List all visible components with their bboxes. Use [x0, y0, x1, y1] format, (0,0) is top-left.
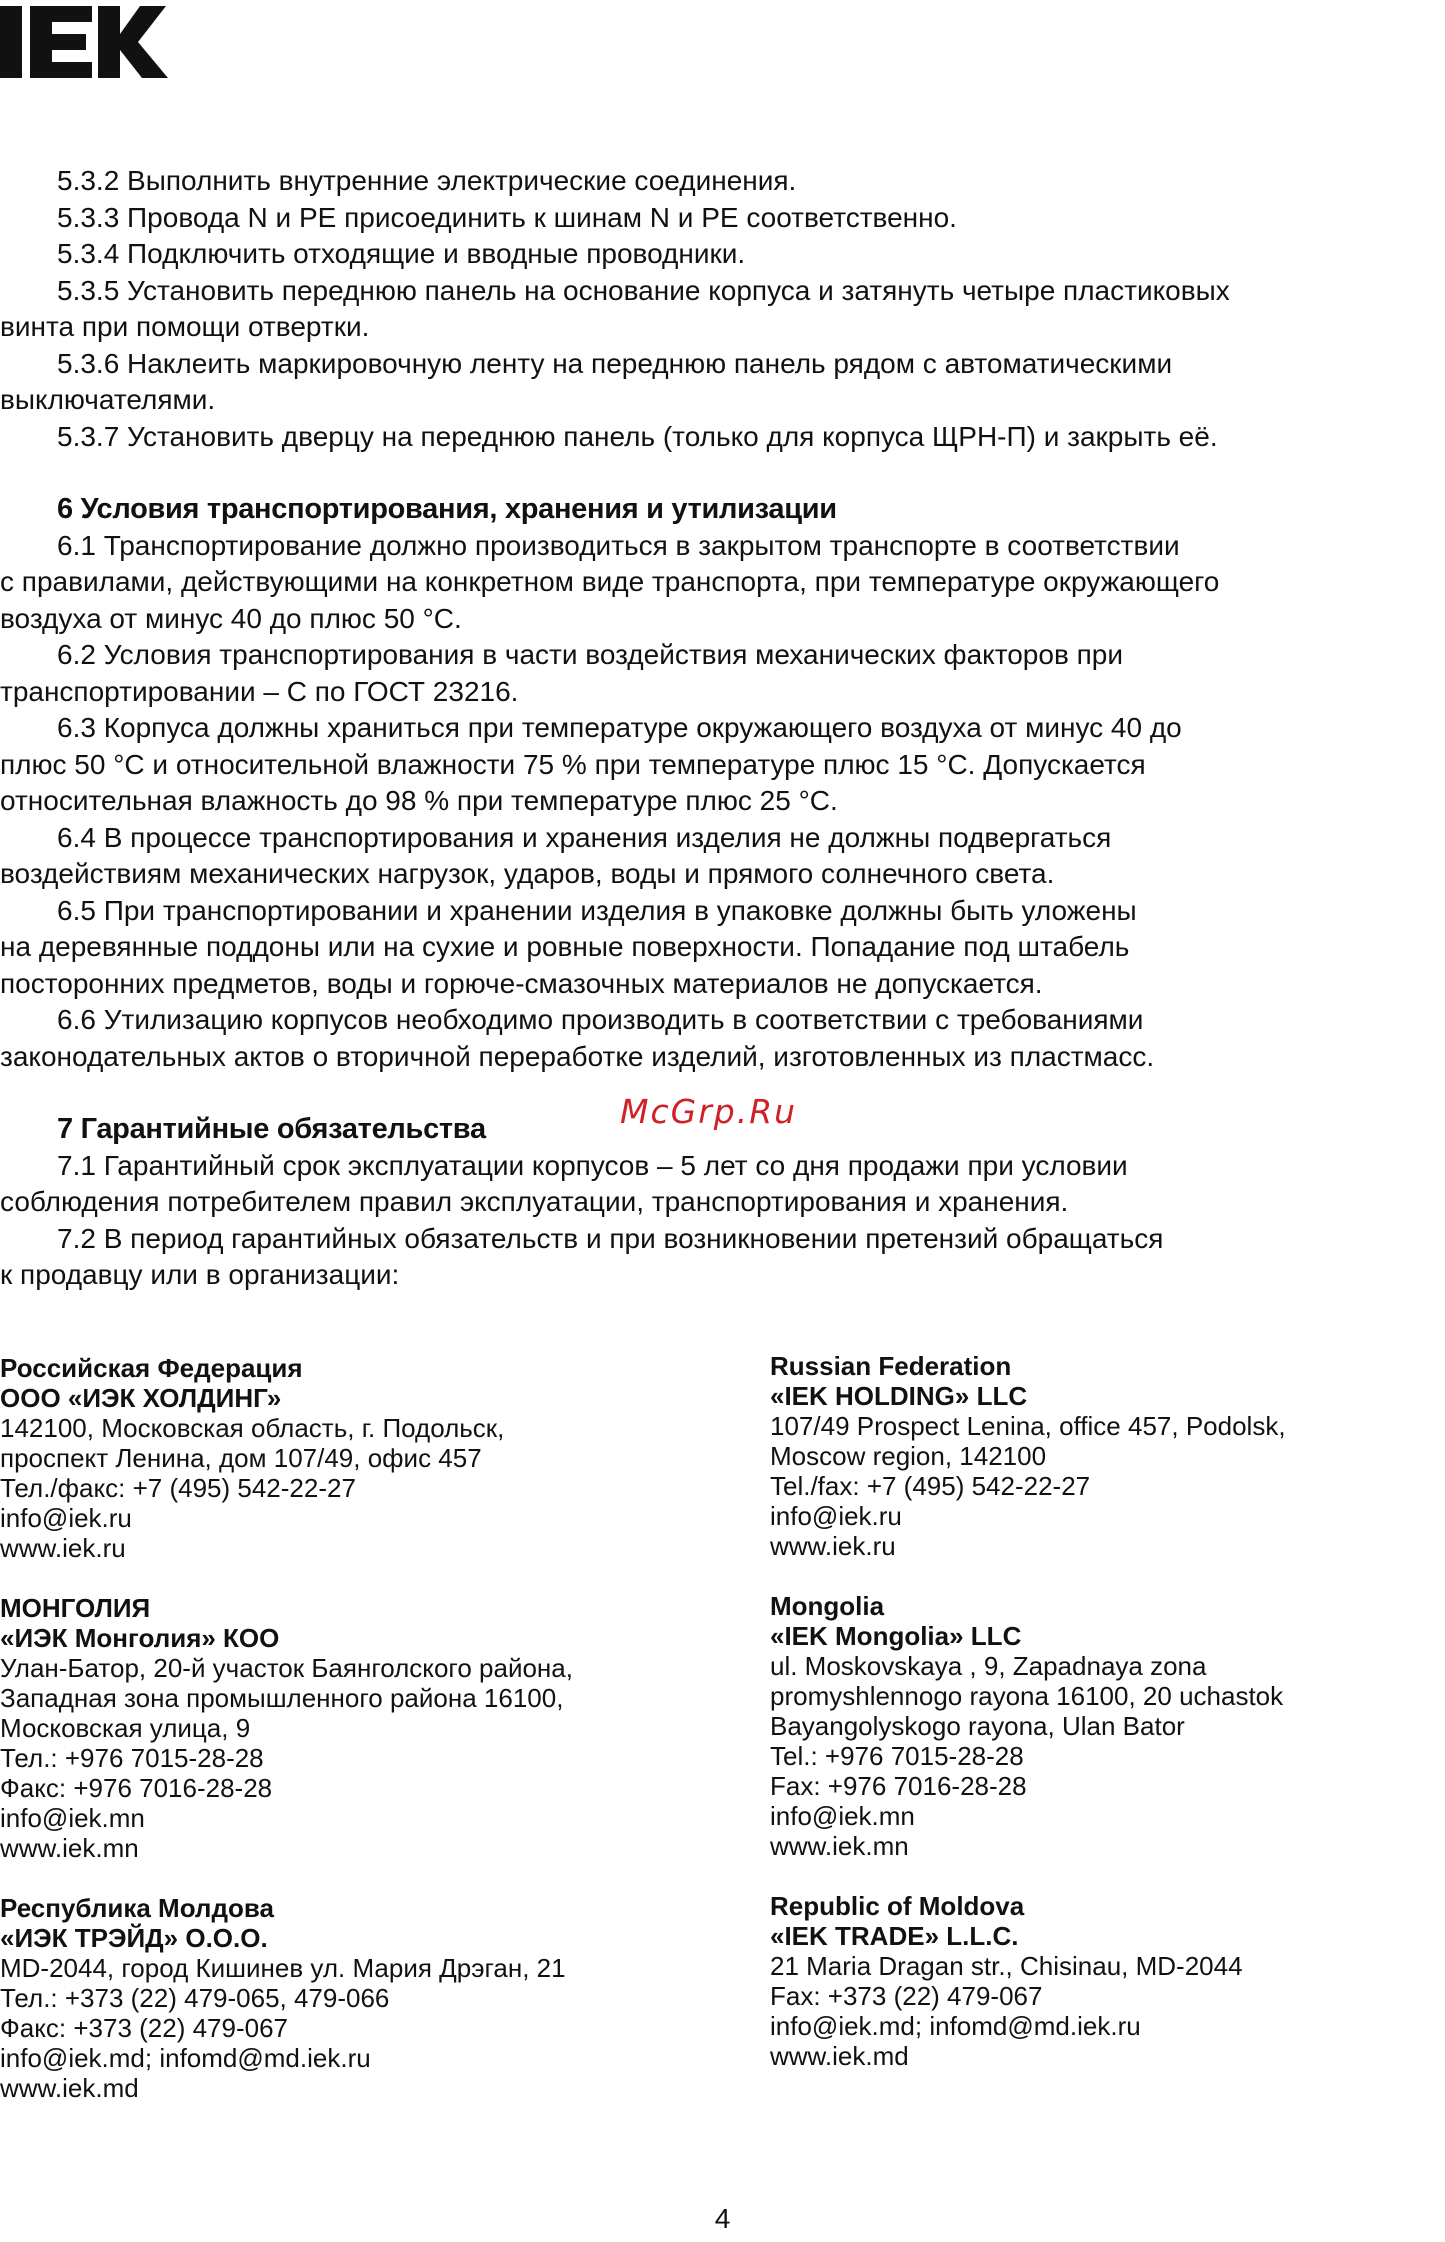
paragraph: 5.3.2 Выполнить внутренние электрические соединения.: [57, 165, 797, 196]
contact-website[interactable]: www.iek.mn: [770, 1831, 909, 1861]
contact-company: «IEK HOLDING» LLC: [770, 1381, 1028, 1411]
contact-line: Тел.: +373 (22) 479-065, 479-066: [0, 1983, 390, 2013]
contact-email[interactable]: info@iek.ru: [770, 1501, 902, 1531]
contact-block-russia: [770, 1351, 1445, 1561]
contact-block-russia: [0, 1353, 700, 1563]
contact-block-mongolia: [0, 1593, 700, 1863]
paragraph: 6.6 Утилизацию корпусов необходимо производить в соответствии с требованиями законодательных актов о вторичной переработке изделий, изготовленных из пластмасс.: [0, 1004, 1155, 1072]
contact-block-moldova: [770, 1891, 1445, 2071]
contact-country: МОНГОЛИЯ: [0, 1593, 151, 1623]
contact-block-moldova: [0, 1893, 700, 2103]
contact-line: MD-2044, город Кишинев ул. Мария Дрэган, 21: [0, 1953, 566, 1983]
contact-company: ООО «ИЭК ХОЛДИНГ»: [0, 1383, 282, 1413]
contact-company: «IEK TRADE» L.L.C.: [770, 1921, 1019, 1951]
watermark: McGrp.Ru: [620, 1092, 798, 1131]
contact-country: Республика Молдова: [0, 1893, 274, 1923]
contact-email[interactable]: info@iek.md; infomd@md.iek.ru: [0, 2043, 371, 2073]
contact-line: Факс: +976 7016-28-28: [0, 1773, 273, 1803]
contact-email[interactable]: info@iek.md; infomd@md.iek.ru: [770, 2011, 1141, 2041]
section-6-heading: 6 Условия транспортирования, хранения и утилизации: [57, 493, 837, 525]
contact-line: 142100, Московская область, г. Подольск,: [0, 1413, 505, 1443]
contact-line: Факс: +373 (22) 479-067: [0, 2013, 289, 2043]
paragraph: 6.2 Условия транспортирования в части воздействия механических факторов при транспортировании – С по ГОСТ 23216.: [0, 639, 1123, 707]
paragraph: 5.3.3 Провода N и PE присоединить к шинам N и PE соответственно.: [57, 201, 957, 233]
contacts-english: [770, 1351, 1445, 2101]
section-7-heading: 7 Гарантийные обязательства: [57, 1113, 486, 1145]
paragraph: 7.1 Гарантийный срок эксплуатации корпусов – 5 лет со дня продажи при условии соблюдения потребителем правил эксплуатации, транспортирования и хранения.: [0, 1149, 1128, 1217]
contact-website[interactable]: www.iek.md: [0, 2073, 139, 2103]
paragraph: 6.1 Транспортирование должно производиться в закрытом транспорте в соответствии с правилами, действующими на конкретном виде транспорта, при температуре окружающего воздуха от минус 40 до плюс 50 °C.: [0, 529, 1220, 634]
iek-logo: [0, 0, 170, 78]
paragraph: 5.3.6 Наклеить маркировочную ленту на переднюю панель рядом с автоматическими выключателями.: [0, 347, 1173, 415]
contact-line: 107/49 Prospect Lenina, office 457, Podolsk,: [770, 1411, 1286, 1441]
contact-country: Mongolia: [770, 1591, 885, 1621]
assembly-steps: [0, 163, 1440, 455]
contact-email[interactable]: info@iek.mn: [770, 1801, 915, 1831]
contact-line: Московская улица, 9: [0, 1713, 251, 1743]
page-number: 4: [714, 2203, 731, 2234]
contact-line: Западная зона промышленного района 16100,: [0, 1683, 564, 1713]
contact-country: Russian Federation: [770, 1351, 1012, 1381]
iek-logo-mark: [0, 0, 170, 78]
contact-line: ul. Moskovskaya , 9, Zapadnaya zona: [770, 1651, 1207, 1681]
contact-country: Republic of Moldova: [770, 1891, 1025, 1921]
contact-line: Tel.: +976 7015-28-28: [770, 1741, 1024, 1771]
contact-line: Тел./факс: +7 (495) 542-22-27: [0, 1473, 356, 1503]
contact-website[interactable]: www.iek.ru: [770, 1531, 896, 1561]
contact-company: «IEK Mongolia» LLC: [770, 1621, 1022, 1651]
contact-line: Tel./fax: +7 (495) 542-22-27: [770, 1471, 1091, 1501]
paragraph: 5.3.4 Подключить отходящие и вводные проводники.: [57, 238, 746, 269]
contact-website[interactable]: www.iek.md: [770, 2041, 909, 2071]
contact-block-mongolia: [770, 1591, 1445, 1861]
paragraph: 6.4 В процессе транспортирования и хранения изделия не должны подвергаться воздействиям механических нагрузок, ударов, воды и прямого солнечного света.: [0, 821, 1112, 889]
paragraph: 6.3 Корпуса должны храниться при температуре окружающего воздуха от минус 40 до плюс 50 °C и относительной влажности 75 % при температуре плюс 15 °C. Допускается относительная влажность до 98 % при температуре плюс 25 °C.: [0, 712, 1182, 816]
contact-line: Fax: +976 7016-28-28: [770, 1771, 1027, 1801]
contact-line: promyshlennogo rayona 16100, 20 uchastok: [770, 1681, 1284, 1711]
section-7-body: [0, 1148, 1440, 1294]
contact-line: Bayangolyskogo rayona, Ulan Bator: [770, 1711, 1185, 1741]
paragraph: 6.5 При транспортировании и хранении изделия в упаковке должны быть уложены на деревянные поддоны или на сухие и ровные поверхности. Попадание под штабель посторонних предметов, воды и горюче-смазочных материалов не допускается.: [0, 894, 1137, 999]
contact-line: Moscow region, 142100: [770, 1441, 1047, 1471]
contact-website[interactable]: www.iek.ru: [0, 1533, 126, 1563]
paragraph: 7.2 В период гарантийных обязательств и при возникновении претензий обращаться к продавцу или в организации:: [0, 1222, 1164, 1290]
contact-line: проспект Ленина, дом 107/49, офис 457: [0, 1443, 482, 1473]
contact-country: Российская Федерация: [0, 1353, 303, 1383]
contact-line: Улан-Батор, 20-й участок Баянголского района,: [0, 1653, 573, 1683]
contact-email[interactable]: info@iek.mn: [0, 1803, 145, 1833]
contacts-russian: [0, 1353, 700, 2133]
section-6-body: [0, 528, 1440, 1076]
paragraph: 5.3.5 Установить переднюю панель на основание корпуса и затянуть четыре пластиковых винта при помощи отвертки.: [0, 274, 1230, 342]
contact-line: Fax: +373 (22) 479-067: [770, 1981, 1043, 2011]
contact-company: «ИЭК ТРЭЙД» О.О.О.: [0, 1923, 268, 1953]
contact-email[interactable]: info@iek.ru: [0, 1503, 132, 1533]
contact-line: 21 Maria Dragan str., Chisinau, MD-2044: [770, 1951, 1243, 1981]
contact-website[interactable]: www.iek.mn: [0, 1833, 139, 1863]
contact-company: «ИЭК Монголия» КОО: [0, 1623, 280, 1653]
paragraph: 5.3.7 Установить дверцу на переднюю панель (только для корпуса ЩРН-П) и закрыть её.: [57, 420, 1218, 452]
contact-line: Тел.: +976 7015-28-28: [0, 1743, 264, 1773]
